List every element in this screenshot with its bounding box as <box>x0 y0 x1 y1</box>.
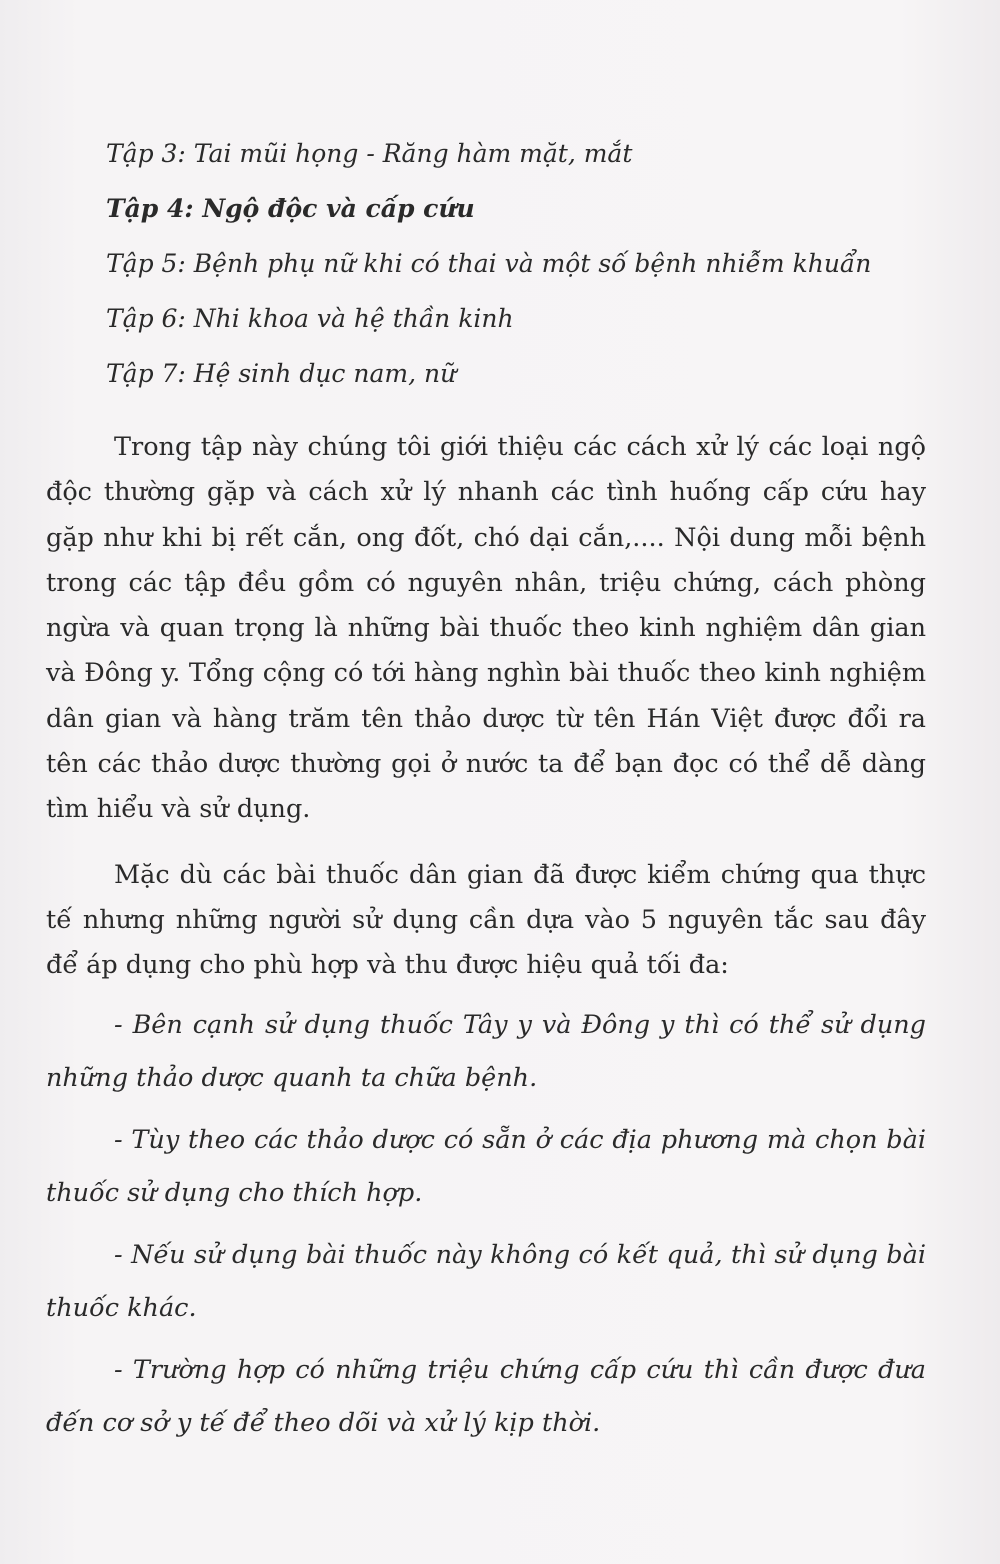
volume-item: Tập 7: Hệ sinh dục nam, nữ <box>106 359 457 388</box>
volume-item: Tập 5: Bệnh phụ nữ khi có thai và một số bệnh nhiễm khuẩn <box>106 249 872 278</box>
principle-item: - Tùy theo các thảo dược có sẵn ở các địa phương mà chọn bài thuốc sử dụng cho thích hợp. <box>46 1124 926 1209</box>
page-content <box>46 126 926 1451</box>
principle-item: - Bên cạnh sử dụng thuốc Tây y và Đông y thì có thể sử dụng những thảo dược quanh ta chữa bệnh. <box>46 1009 926 1094</box>
volume-item-current: Tập 4: Ngộ độc và cấp cứu <box>106 194 475 223</box>
intro-paragraph: Trong tập này chúng tôi giới thiệu các cách xử lý các loại ngộ độc thường gặp và cách xử lý nhanh các tình huống cấp cứu hay gặp như khi bị rết cắn, ong đốt, chó dại cắn,.... Nội dung mỗi bệnh trong các tập đều gồm có nguyên nhân, triệu chứng, cách phòng ngừa và quan trọng là những bài thuốc theo kinh nghiệm dân gian và Đông y. Tổng cộng có tới hàng nghìn bài thuốc theo kinh nghiệm dân gian và hàng trăm tên thảo dược từ tên Hán Việt được đổi ra tên các thảo dược thường gọi ở nước ta để bạn đọc có thể dễ dàng tìm hiểu và sử dụng. <box>46 432 926 825</box>
principle-item: - Nếu sử dụng bài thuốc này không có kết quả, thì sử dụng bài thuốc khác. <box>46 1239 926 1324</box>
volume-item: Tập 3: Tai mũi họng - Răng hàm mặt, mắt <box>106 139 633 168</box>
volume-list <box>46 126 926 401</box>
principles-intro-paragraph: Mặc dù các bài thuốc dân gian đã được kiểm chứng qua thực tế nhưng những người sử dụng cần dựa vào 5 nguyên tắc sau đây để áp dụng cho phù hợp và thu được hiệu quả tối đa: <box>46 859 926 981</box>
volume-item: Tập 6: Nhi khoa và hệ thần kinh <box>106 304 514 333</box>
principle-item: - Trường hợp có những triệu chứng cấp cứu thì cần được đưa đến cơ sở y tế để theo dõi và xử lý kịp thời. <box>46 1354 926 1439</box>
